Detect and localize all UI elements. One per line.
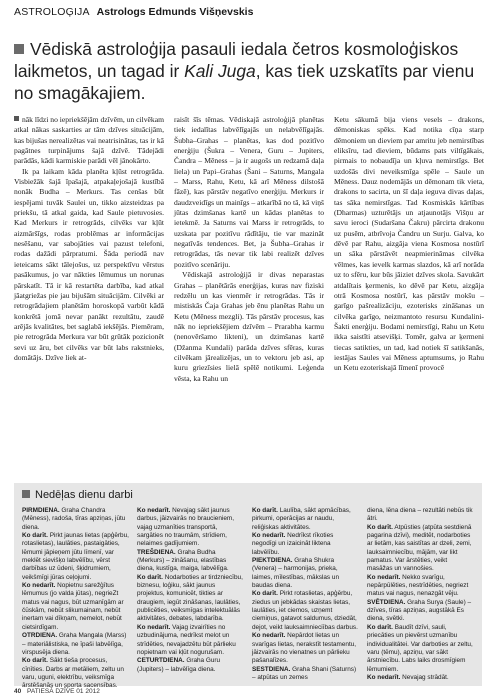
- magazine-name: PATIESĀ DZĪVE: [27, 688, 75, 695]
- headline-part1: Vēdiskā astroloģija pasauli iedala četros kosmoloģiskos laikmetos, un tagad ir: [14, 39, 459, 81]
- day-entry: [252, 507, 359, 532]
- day-entry-heading: OTRDIENA.: [22, 632, 58, 640]
- article-column-3: [334, 115, 484, 470]
- paragraph: nāk līdzi no iepriekšējām dzīvēm, un cilvēkam atkal nākas saskarties ar tām dzīves situācijām, kas bijušas nerealizētas vai neatrisinātas, tas ir kā pagātnes turpinājums šajā dzīvē. Tādejādi parādās, kādi karmiskie parādi vēl jānokārto.: [14, 115, 164, 166]
- day-entry: [367, 624, 474, 674]
- headline-part2: , kas tiek uzskatīts par vienu no smagākajiem.: [14, 61, 475, 103]
- box-columns: [22, 507, 474, 690]
- square-bullet-icon: [14, 44, 24, 54]
- box-title-text: Nedēļas dienu darbi: [35, 489, 133, 501]
- day-entry-text: Graha Guru (Jupiters) – labvēlīga diena.: [137, 657, 221, 673]
- day-entry-text: Graha Mangala (Marss) – materiālistiska, ne īpaši labvēlīga, virspusēja diena.: [22, 632, 127, 656]
- weekday-tasks-box: [14, 483, 482, 690]
- day-entry-heading: SESTDIENA.: [252, 665, 291, 673]
- day-entry-text: Nodarboties ar tirdzniecību, biznesu, loģiku, sākt jaunus projektus, komunicēt, tikties ar draugiem, iegūt zināšanas, laulāties, publicēties, veiksmīgas intelektuālās aktivitātes, debates, labdarība.: [137, 573, 243, 623]
- paragraph: Ik pa laikam kāda planēta kļūst retrogrāda. Visbiežāk šajā īpašajā, atpakaļejošajā kustībā nonāk Budha – Merkurs. Tas cenšas būt iespējami tuvāk Saulei un, tikko aizsteidzas pa priekšu, tā atkal gaida, kad Saule pietuvosies. Kad Merkurs ir retrogrāds, cilvēks var kļūt aizmāršīgs, rodas problēmas ar informācijas nesēšanu, var sabojāties vai pazust telefoni, rodas dažādi pārpratumi. Šāda periodā nav ieteicams sākt tālejošus, uz perspektīvu vērstus pasākumus, jo var nākties lēmumus un norunas pārskatīt. Tā ir kā restartēta darbība, kad atkal jāatgriežas pie jau bijušām situācijām. Cilvēki ar retrogrādajiem planētām horoskopā varbūt kādā konkrētā jomā nevar panākt rezultātu, zaudē arējās kvalitātes, bet saglabā iekšējās. Piemēram, pie retrogrāda Merkura var būt grūtāk pozicionēt sevi uz āru, bet cilvēks var būt labs rakstnieks, domātājs. Dzīve liek at-: [14, 166, 164, 362]
- day-entry-heading: CETURTDIENA.: [137, 657, 185, 665]
- day-entry: [367, 574, 474, 599]
- day-entry-heading: Ko darīt.: [137, 573, 163, 581]
- article-column-2: [174, 115, 324, 470]
- day-entry-heading: Ko nedarīt.: [367, 673, 401, 681]
- day-entry-text: Nekko svarīgu, nepārpūlēties, nestrīdēties, negriezt matus vai nagus, nenazgāt vēju.: [367, 573, 469, 598]
- day-entry: [137, 657, 244, 674]
- day-entry-heading: Ko nedarīt.: [137, 623, 171, 631]
- day-entry: [137, 574, 244, 624]
- day-entry-heading: Ko nedarīt.: [252, 632, 286, 640]
- day-entry-heading: Ko darīt.: [252, 590, 278, 598]
- day-entry-text: diena, lēna diena – rezultāti nebūs tik ātri.: [367, 507, 473, 523]
- issue-number: 01: [76, 688, 84, 695]
- day-entry: [252, 666, 359, 683]
- box-title: [22, 489, 133, 501]
- day-entry-heading: Ko nedarīt.: [22, 582, 56, 590]
- day-entry-heading: SVĒTDIENA.: [367, 598, 406, 606]
- day-entry-text: Graha Chandra (Mēness), radoša, tīras apziņas, jūtu diena.: [22, 507, 126, 531]
- paragraph: raisīt šīs tēmas. Vēdiskajā astroloģijā planētas tiek iedalītas labvēlīgajās un nelabvēlīgajās. Šubha–Grahas – planētas, kas dod pozitīvo enerģiju (Šukra – Venera, Guru – Jupiters, Čandra – Mēness – ja ir augošs un redzamā daļa liela) un Papi–Grahas (Šani – Saturns, Mangala – Marss, Rahu, Ketu, kā arī Mēness dilstošā fāzē), kas pārstāv negatīvo enerģiju. Merkurs ir daudzveidīgs un mainīgs – atkarībā no tā, kā viņš jūtas dzimšanas kartē un kādas planētas to ietekmē. Ja Saturns vai Marss ir retrogrāds, to uzskata par pozitīvu rādītāju, tie var mazināt negatīvās tendences. Bet, ja Šubha–Grahas ir retrogrādas, tās nevar tik labi realizēt dzīves pozitīvo scenāriju.: [174, 115, 324, 269]
- box-column-3: [252, 507, 359, 683]
- day-entry-text: Pirkt jaunas lietas (apģērbu, rotaslietas), laulāties, pastaigāties, lēmumi jāpieņem jūtu līmenī, var meklēt sievišķo labvēlību, vērst darbības uz ūdeni, šķidrumiem, veikšmīgi jūras ceļojumi.: [22, 532, 129, 581]
- day-entry-text: Pirkt rotaslietas, apģērbu, ziedus un jebkādas skaistas lietas, laulāties, iet ciemos, uzņemt ciemiņus, gatavot saldumus, dziedāt, dejot, veikt lauksaimnieciības darbus.: [252, 590, 358, 631]
- paragraph: Ketu sākumā bija viens vesels – drakons, dēmoniskas spēks. Kad notika cīņa starp dēmoniem un dieviem par amritu jeb nemirstības eliksīru, tad dieviem, būdams pats viltīgākais, pirmais to nobaudīja un kļuva nemirstīgs. Bet uzdošās divi neveiksmīga spēle – Saule un Mēness. Dauz nodemājās un dēmonam tik vieta, drakons to sacirta, un šī daļa ieguva divas daļas, tas sāka nemirstīgas. Tad Kosmiskās kārtības (Dharmas) uzturētājs un atjaunotājs Višņu ar savu ieroci (Sudaršana Čakru) pārcirta drakonu uz pusēm, atbrīvoja Čandru un Surju. Galva, ko dēvē par Rahu, aizgāja viena Kosmosa nostūrī un sāka pārstāvēt neapmierināmas cilvēka vēlmes, kas ievelk karmas slazdos, kā arī norāda uz to sfēru, kur būs jāiziet dzīves skola. Savukārt atdalītais ķermenis, ko dēvē par Ketu, aizgāja otrā Kosmosa nostūrī, kas pārstāv mokšu – garīgo pašrealizāciju, ezoterisks zināšanas un cilvēka garīgo, neizmantoto resursu Kundalini-Šakti enerģiju. Bodami nemirstīgi, Rahu un Ketu ikka saistīti atsevišķi. Tomēr, galva ar ķermeni tiecas satikties, un tad, kad notiek šī satikšanās, iestājas Saules vai Mēness aptumsums, jo Rahu un Ketu ezoteriskajā līmenī provocē: [334, 115, 484, 373]
- day-entry-heading: Ko darīt.: [252, 507, 278, 514]
- day-entry: [252, 557, 359, 590]
- day-entry-heading: TREŠDIENA.: [137, 548, 176, 556]
- day-entry-heading: Ko nedarīt.: [367, 573, 401, 581]
- article-body: [14, 115, 484, 470]
- day-entry: [137, 507, 244, 549]
- day-entry: [22, 507, 129, 532]
- day-entry-text: Nedrīkst rīkoties negodīgi un izaicināt liktena labvēlību.: [252, 532, 334, 556]
- day-entry-text: Nevajag strādāt.: [400, 673, 449, 681]
- day-entry-text: Nevajag sākt jaunus darbus, jāizvairās no braucieniem, vajag uzmanīties transportā, sargāties no traumām, strīdiem, nelaimes gadījumiem.: [137, 507, 234, 548]
- box-column-4: [367, 507, 474, 683]
- day-entry-heading: PIEKTDIENA.: [252, 557, 293, 565]
- day-entry: [22, 532, 129, 582]
- day-entry-text: Vajag izvairīties no uzbudinājuma, nedrīkst melot un strīdēties, nevajadzētu būt pārlieku nopietnam vai kļūt nogurušam.: [137, 623, 236, 656]
- article-column-1: [14, 115, 164, 470]
- day-entry: [137, 624, 244, 657]
- day-entry-text: Graha Shukra (Venera) – harmonijas, prieka, laimes, mīlestības, mākslas un baudas diena.: [252, 557, 340, 590]
- page-footer: [14, 688, 100, 695]
- day-entry-heading: PIRMDIENA.: [22, 507, 60, 514]
- article-headline: [14, 38, 484, 104]
- day-entry-heading: Ko darīt.: [367, 523, 393, 531]
- day-entry-heading: Ko nedarīt.: [252, 532, 286, 540]
- day-entry: [367, 507, 474, 524]
- section-label: ASTROLOĢIJA: [14, 6, 90, 18]
- box-column-1: [22, 507, 129, 690]
- square-bullet-icon: [14, 116, 19, 121]
- day-entry: [252, 532, 359, 557]
- day-entry-heading: Ko nedarīt.: [137, 507, 171, 514]
- page-number: 40: [14, 688, 22, 695]
- day-entry-heading: Ko darīt.: [22, 657, 48, 665]
- day-entry-text: Baudīt dzīvi, sauli, priecāties un pievērst uzmanību individualitātei. Var darboties ar zeltu, varu (tēmu), apziņu, var sākt ārstniecību. Labs laiks drosmīgiem lēmumiem.: [367, 623, 473, 673]
- day-entry-text: Nopietnu sarežģītus lēmumus (jo valda jūtas), negrieZt matus vai nagus, būt uzmanīgām ar čūskām, nebūt slikumainam, nebūt inertam vai dīkņam, nemelot, nebūt cietsirdīgam.: [22, 582, 124, 631]
- day-entry-text: Sākt tieša procesus, cīnīties. Darbs ar metāliem, zeltu un varu, uguni, elektrību, veiksmīga ārstēšanās un sporta sacensības.: [22, 657, 124, 690]
- paragraph: Vēdiskajā astroloģijā ir divas neparastas Grahas – planētārās enerģijas, kuras nav fiziski redzēlu un kas vienmēr ir retrogrādas. Tās ir mistiskās Čaja Grahas jeb ēnu planētas Rahu un Ketu (Mēness mezgli). Tās pārstāv procesus, kas nāk no iepriekšējiem dzīvēm – Prarabha karmu (nenovēršamo likteni), un dzimšanas kartē (Džanma Kundali) parāda dzīves sfēras, kuras cilvēkam jārealizējas, un to vektoru jeb asi, ap kuru griezīsies lielā spēlē notikumi. Leģenda vēsta, ka Rahu un: [174, 270, 324, 383]
- day-entry-text: Graha Shani (Saturns) – atpūtas un zemes: [252, 665, 357, 681]
- square-bullet-icon: [22, 490, 30, 498]
- day-entry-text: Nepārdot lietas un svarīgas lietas, nerakstīt testamentu, jāizvairās no vienatnes un pārlieku pašanalīzes.: [252, 632, 357, 665]
- day-entry: [22, 582, 129, 632]
- issue-year: 2012: [85, 688, 100, 695]
- day-entry-text: Laulība, sākt apmācības, pirkumi, operācijas ar naudu, reliģiskas aktivitātes.: [252, 507, 351, 531]
- day-entry: [367, 524, 474, 574]
- day-entry: [22, 632, 129, 657]
- day-entry-heading: Ko darīt.: [22, 532, 48, 540]
- box-column-2: [137, 507, 244, 683]
- day-entry-text: Graha Surya (Saule) – dzīves, tīras apziņas, augstākā Es diena, svētki.: [367, 598, 472, 623]
- day-entry: [22, 657, 129, 690]
- day-entry: [367, 599, 474, 624]
- day-entry: [367, 674, 474, 682]
- day-entry-text: Graha Budha (Merkurs) – zināšanu, elastības diena, kustīga, maiga, labvēlīga.: [137, 548, 229, 573]
- day-entry: [252, 632, 359, 665]
- page-header: [14, 6, 253, 18]
- author-name: Astrologs Edmunds Višņevskis: [96, 6, 254, 18]
- day-entry: [252, 590, 359, 632]
- day-entry-heading: Ko darīt.: [367, 623, 393, 631]
- day-entry: [137, 549, 244, 574]
- day-entry-text: Atpūsties (atpūta sestdienā pagarina dzīvi), meditēt, nodarboties ar lietām, kas saistītas ar dzeli, zemi, lauksaimniecību, mājām, var likt pamatus. Var ārstēties, veikt masāžas un vannošies.: [367, 523, 472, 573]
- headline-italic: Kali Juga: [184, 61, 256, 81]
